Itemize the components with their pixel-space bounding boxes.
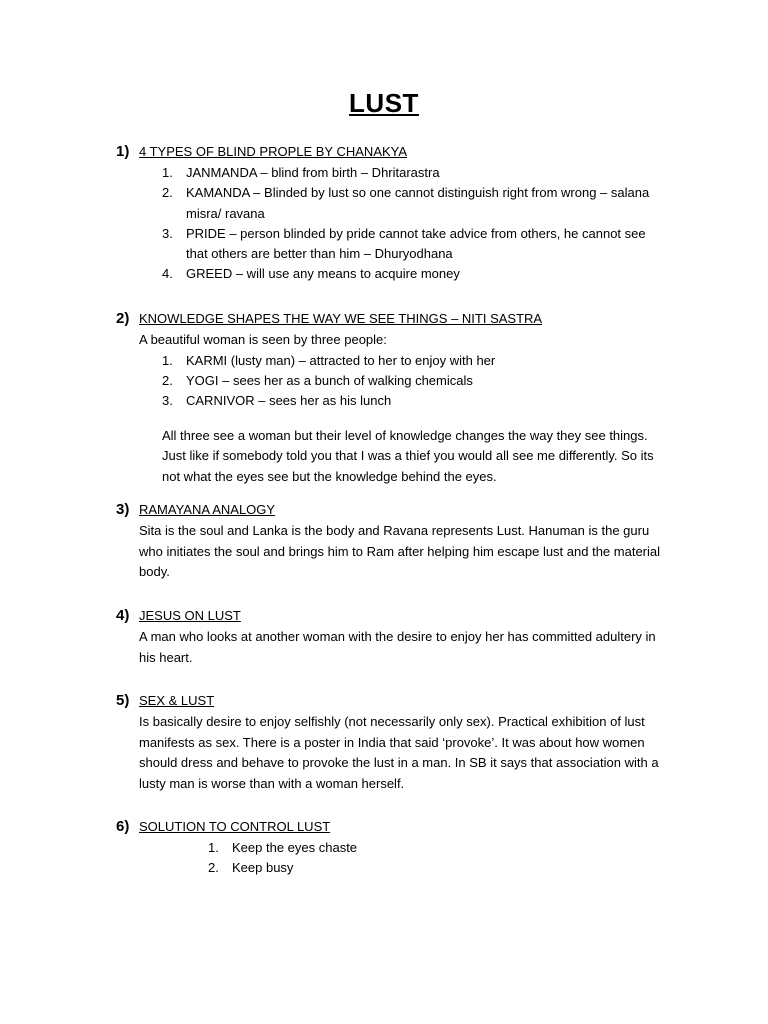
section-paragraph: A man who looks at another woman with the desire to enjoy her has committed adultery in his heart. (139, 629, 656, 665)
list-item (0, 858, 707, 878)
section-heading (0, 142, 768, 162)
section-heading (0, 309, 768, 329)
section-number: 6) (116, 818, 130, 835)
section-1 (0, 142, 768, 285)
list-item (0, 371, 661, 391)
list-item (0, 838, 707, 858)
numbered-list (0, 163, 768, 285)
list-item-number: 2. (162, 185, 173, 201)
section-heading (0, 500, 768, 520)
list-item-text: Keep busy (232, 860, 294, 876)
list-item (0, 264, 661, 284)
section-heading (0, 606, 768, 626)
section-paragraph: All three see a woman but their level of knowledge changes the way they see things. Just like if somebody told you that I was a thief you would all see me differently. So its not what the eyes see but the knowledge behind the eyes. (162, 427, 654, 484)
section-4 (0, 606, 768, 668)
section-title: JESUS ON LUST (139, 608, 241, 623)
section-heading (0, 691, 768, 711)
list-item (0, 351, 661, 371)
section-number: 2) (116, 310, 130, 327)
section-2 (0, 309, 768, 488)
list-item-number: 4. (162, 266, 173, 282)
list-item-number: 3. (162, 225, 173, 241)
section-number: 5) (116, 692, 130, 709)
section-number: 3) (116, 501, 130, 518)
list-item-text: Keep the eyes chaste (232, 840, 358, 855)
section-paragraph: Is basically desire to enjoy selfishly (not necessarily only sex). Practical exhibition of lust manifests as sex. There is a poster in India that said ‘provoke’. It was about how women should dress and behave to provoke the lust in a man. In SB it says that association with a lusty man is worse than with a woman herself. (139, 714, 659, 792)
section-number: 4) (116, 607, 130, 624)
section-number: 1) (116, 143, 130, 160)
list-item (0, 391, 661, 411)
list-item-text: YOGI – sees her as a bunch of walking chemicals (186, 373, 473, 388)
section-heading (0, 817, 768, 837)
list-item-text: CARNIVOR – sees her as his lunch (186, 393, 392, 409)
section-title: 4 TYPES OF BLIND PROPLE BY CHANAKYA (139, 144, 408, 159)
section-title: SOLUTION TO CONTROL LUST (139, 819, 331, 834)
list-item-number: 3. (162, 393, 173, 409)
section-paragraph: Sita is the soul and Lanka is the body and Ravana represents Lust. Hanuman is the guru who initiates the soul and brings him to Ram after helping him escape lust and the material body. (139, 523, 661, 580)
document-title: LUST (349, 88, 419, 118)
section-6 (0, 817, 768, 879)
numbered-list (0, 838, 768, 879)
section-intro: A beautiful woman is seen by three people: (139, 332, 387, 347)
list-item-text: GREED – will use any means to acquire money (186, 266, 460, 282)
list-item (0, 183, 661, 224)
section-5 (0, 691, 768, 795)
list-item (0, 163, 661, 183)
list-item-text: KAMANDA – Blinded by lust so one cannot distinguish right from wrong – salana misra/ ravana (186, 185, 650, 221)
list-item-number: 1. (208, 840, 219, 855)
list-item-text: JANMANDA – blind from birth – Dhritarastra (186, 165, 440, 180)
numbered-list (0, 351, 768, 412)
list-item (0, 224, 661, 265)
list-item-number: 2. (162, 373, 173, 388)
section-title: RAMAYANA ANALOGY (139, 502, 276, 517)
list-item-number: 1. (162, 165, 173, 180)
section-title: SEX & LUST (139, 693, 215, 708)
section-3 (0, 500, 768, 583)
list-item-text: KARMI (lusty man) – attracted to her to enjoy with her (186, 352, 496, 368)
list-item-number: 1. (162, 352, 173, 368)
section-title: KNOWLEDGE SHAPES THE WAY WE SEE THINGS – NITI SASTRA (139, 311, 543, 326)
list-item-text: PRIDE – person blinded by pride cannot take advice from others, he cannot see that others are better than him – Dhuryodhana (186, 225, 646, 262)
list-item-number: 2. (208, 860, 219, 876)
